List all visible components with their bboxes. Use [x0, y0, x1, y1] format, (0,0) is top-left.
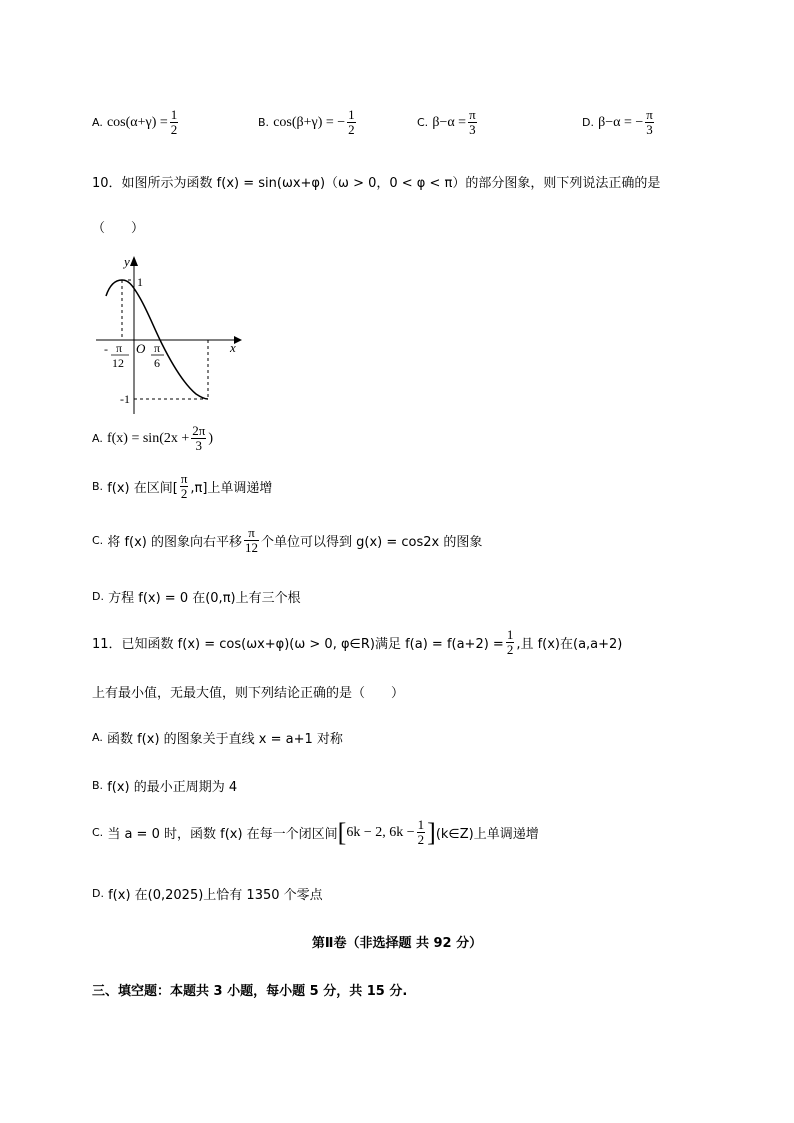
q11-stem-line1: 11．已知函数 f(x) = cos(ωx+φ)(ω > 0, φ∈R)满足 f(a) = f(a+2) = $\frac{1}{2}$ ,且 f(x)在(a,a+2): [92, 627, 623, 657]
q10-answer-paren: （ ）: [92, 221, 145, 236]
q9-a-expr: cos(α+γ) =: [106, 114, 168, 130]
section3-title: 三、填空题：本题共 3 小题，每小题 5 分，共 15 分.: [92, 984, 408, 999]
q9-b-expr: cos(β+γ) = −: [273, 114, 346, 130]
q11-option-a: A. 函数 f(x) 的图象关于直线 x = a+1 对称: [92, 731, 343, 747]
q11-stem-line2: 上有最小值，无最大值，则下列结论正确的是（ ）: [92, 686, 405, 701]
q10-option-d: D. 方程 f(x) = 0 在(0,π)上有三个根: [92, 590, 301, 606]
tick-neg1-label: -1: [120, 392, 130, 406]
q11-option-b: B. f(x) 的最小正周期为 4: [92, 779, 238, 795]
q10-b-fraction: $\frac{\pi}{2}$: [180, 471, 188, 501]
tick-1-label: 1: [137, 275, 143, 289]
q9-a-fraction: $\frac{1}{2}$: [170, 107, 178, 137]
left-tick-den: 12: [112, 356, 124, 370]
q10-sine-graph: [92, 250, 252, 420]
q10-option-b: B. f(x) 在区间[ $\frac{\pi}{2}$ ,π]上单调递增: [92, 471, 273, 501]
q9-option-a: A. cos(α+γ) = $\frac{1}{2}$: [92, 107, 178, 137]
left-tick-sign: -: [104, 342, 108, 356]
left-tick-num: π: [116, 341, 123, 355]
interval-close-bracket: ]: [427, 817, 436, 847]
part2-title: 第Ⅱ卷（非选择题 共 92 分）: [311, 936, 483, 951]
origin-label: O: [136, 341, 146, 356]
y-axis-arrow: [130, 256, 138, 266]
q9-c-fraction: $\frac{\pi}{3}$: [469, 107, 476, 137]
q9-d-expr: β−α = −: [598, 114, 644, 130]
q10-stem: 10．如图所示为函数 f(x) = sin(ωx+φ)（ω > 0，0 < φ < π）的部分图象，则下列说法正确的是: [92, 176, 661, 191]
q11-stem-fraction: $\frac{1}{2}$: [506, 627, 514, 657]
right-tick-den: 6: [154, 356, 160, 370]
q10-c-fraction: $\frac{\pi}{12}$: [245, 525, 259, 555]
q11-option-c: C. 当 a = 0 时，函数 f(x) 在每一个闭区间 [ 6k − 2, 6k − $\frac{1}{2}$ ] (k∈Z)上单调递增: [92, 817, 539, 847]
q10-a-fraction: $\frac{2\pi}{3}$: [192, 423, 206, 453]
q9-c-expr: β−α =: [432, 114, 467, 130]
q10-option-c: C. 将 f(x) 的图象向右平移 $\frac{\pi}{12}$ 个单位可以得到 g(x) = cos2x 的图象: [92, 525, 483, 555]
q9-option-d: D. β−α = − $\frac{\pi}{3}$: [582, 107, 653, 137]
right-tick-num: π: [154, 341, 161, 355]
q11-option-d: D. f(x) 在(0,2025)上恰有 1350 个零点: [92, 887, 323, 903]
q9-option-c: C. β−α = $\frac{\pi}{3}$: [417, 107, 476, 137]
q9-d-fraction: $\frac{\pi}{3}$: [646, 107, 653, 137]
q11-c-fraction: $\frac{1}{2}$: [417, 817, 425, 847]
q10-option-a: A. f(x) = sin(2x + $\frac{2\pi}{3}$ ): [92, 423, 213, 453]
interval-open-bracket: [: [337, 817, 347, 847]
q9-option-b: B. cos(β+γ) = − $\frac{1}{2}$: [258, 107, 355, 137]
q9-b-fraction: $\frac{1}{2}$: [348, 107, 355, 137]
y-label: y: [124, 254, 130, 269]
x-label: x: [230, 340, 236, 355]
